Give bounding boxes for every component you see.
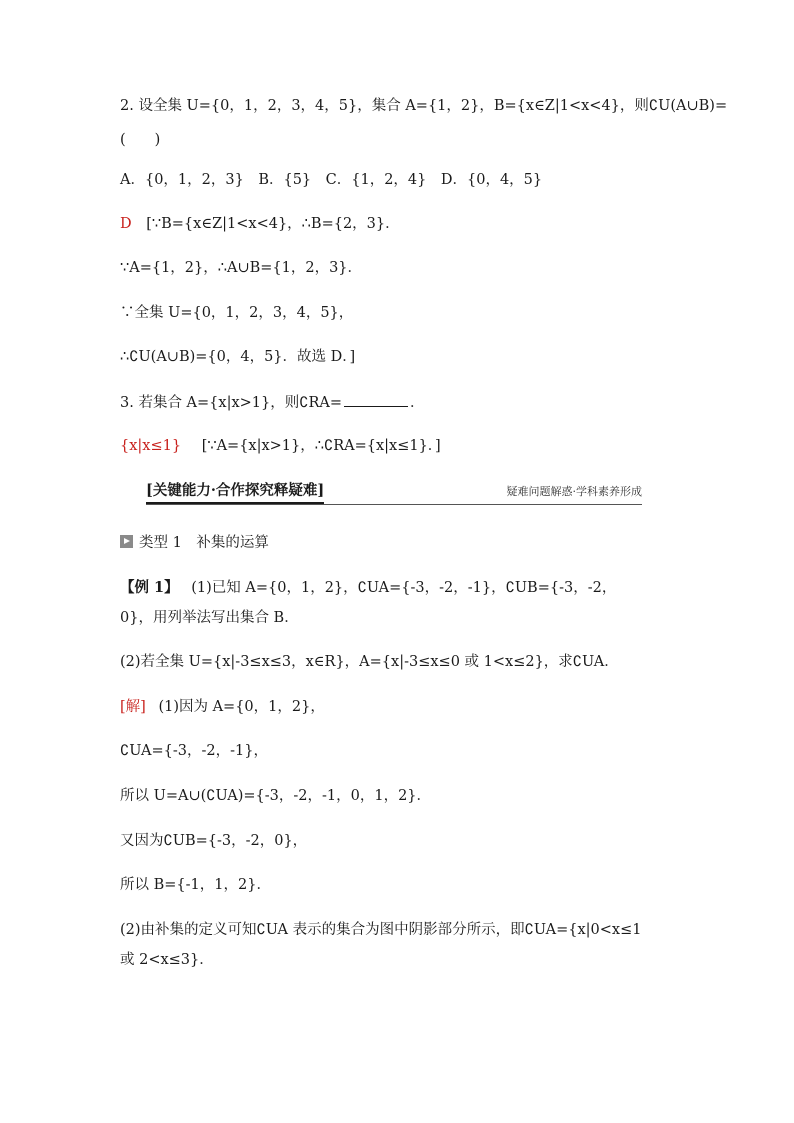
q2-question-line2: ( ) xyxy=(120,132,161,148)
q2-answer: D xyxy=(120,216,132,232)
type-heading xyxy=(120,533,269,553)
q3-solution: [∵A={x|x>1}，∴∁RA={x|x≤1}．] xyxy=(201,438,441,454)
solution-line7: 或 2<x≤3}． xyxy=(120,952,214,968)
solution-text1: (1)因为 A={0，1，2}， xyxy=(158,699,325,715)
solution-line2: ∁UA={-3，-2，-1}， xyxy=(120,743,268,759)
q2-question-line1: 2. 设全集 U={0，1，2，3，4，5}，集合 A={1，2}，B={x∈Z|1<x<4}，则∁U(A∪B)= xyxy=(120,98,728,114)
q2-solution-text1: [∵B={x∈Z|1<x<4}，∴B={2，3}． xyxy=(146,216,400,232)
solution-line1 xyxy=(120,697,325,717)
solution-line6: (2)由补集的定义可知∁UA 表示的集合为图中阴影部分所示，即∁UA={x|0<x≤1 xyxy=(120,922,642,938)
answer-blank xyxy=(344,392,408,407)
section-subtitle: 疑难问题解惑·学科素养形成 xyxy=(506,485,642,498)
q3-answer: {x|x≤1} xyxy=(120,438,182,454)
section-title: [关键能力·合作探究释疑难] xyxy=(146,482,324,504)
q2-options: A．{0，1，2，3} B．{5} C．{1，2，4} D．{0，4，5} xyxy=(120,172,543,188)
q2-solution-line2: ∵A={1，2}，∴A∪B={1，2，3}． xyxy=(120,260,363,276)
example-text1: (1)已知 A={0，1，2}，∁UA={-3，-2，-1}，∁UB={-3，-2， xyxy=(191,580,617,596)
q2-solution-line4: ∴∁U(A∪B)={0，4，5}．故选 D．] xyxy=(120,349,356,365)
example-line1 xyxy=(120,578,616,598)
play-triangle-icon xyxy=(120,535,133,548)
type-label: 类型 1 补集的运算 xyxy=(139,535,269,551)
q2-solution-line1 xyxy=(120,214,400,234)
solution-line4: 又因为∁UB={-3，-2，0}， xyxy=(120,833,308,849)
example-line3: (2)若全集 U={x|-3≤x≤3，x∈R}，A={x|-3≤x≤0 或 1<x≤2}，求∁UA． xyxy=(120,654,619,670)
q3-question: 3. 若集合 A={x|x>1}，则∁RA= ． xyxy=(120,392,425,413)
example-tag: 【例 1】 xyxy=(120,579,179,596)
q2-solution-line3: ∵全集 U={0，1，2，3，4，5}， xyxy=(120,305,354,321)
solution-tag: [解] xyxy=(120,699,146,715)
example-line2: 0}，用列举法写出集合 B． xyxy=(120,610,299,626)
section-header xyxy=(146,482,642,505)
q3-solution-line xyxy=(120,436,441,456)
solution-line5: 所以 B={-1，1，2}． xyxy=(120,877,271,893)
solution-line3: 所以 U=A∪(∁UA)={-3，-2，-1，0，1，2}． xyxy=(120,788,432,804)
